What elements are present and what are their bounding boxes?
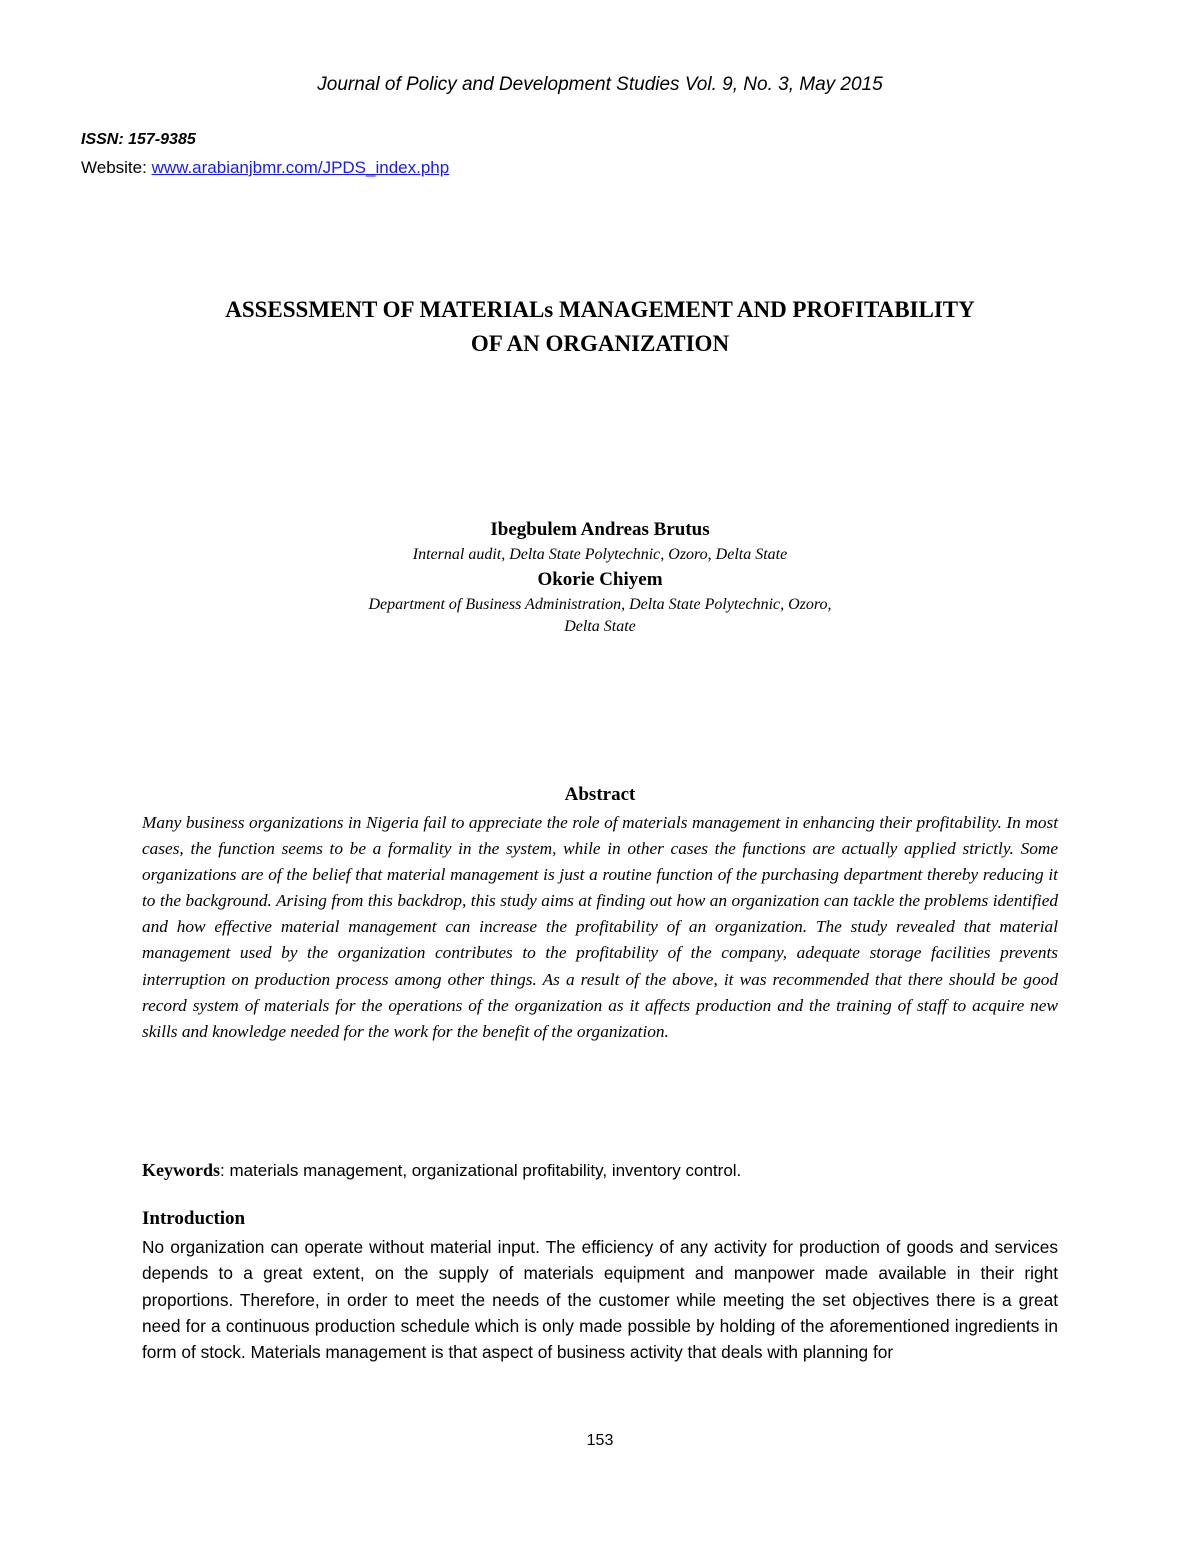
keywords-text: : materials management, organizational profitability, inventory control. (220, 1161, 742, 1180)
keywords-line (142, 1160, 1058, 1181)
website-label: Website: (81, 158, 152, 177)
abstract-heading: Abstract (564, 784, 636, 805)
issn-line: ISSN: 157-9385 (81, 131, 196, 148)
page-number: 153 (586, 1432, 614, 1449)
author-affiliation: Internal audit, Delta State Polytechnic, Ozoro, Delta State (412, 546, 788, 563)
website-line (81, 158, 449, 178)
paper-title-line-2: OF AN ORGANIZATION (470, 331, 730, 356)
author-name: Ibegbulem Andreas Brutus (490, 519, 710, 540)
paper-title (100, 293, 1100, 361)
author-affiliation: Department of Business Administration, Delta State Polytechnic, Ozoro, (368, 596, 832, 613)
website-link[interactable]: www.arabianjbmr.com/JPDS_index.php (151, 158, 450, 177)
introduction-body: No organization can operate without material input. The efficiency of any activity for production of goods and services depends to a great extent, on the supply of materials equipment and manpower made available in their right proportions. Therefore, in order to meet the needs of the customer while meeting the set objectives there is a great need for a continuous production schedule which is only made possible by holding of the aforementioned ingredients in form of stock. Materials management is that aspect of business activity that deals with planning for (142, 1237, 1058, 1363)
paper-title-line-1: ASSESSMENT OF MATERIALs MANAGEMENT AND PROFITABILITY (225, 297, 975, 322)
journal-running-head: Journal of Policy and Development Studies Vol. 9, No. 3, May 2015 (317, 74, 883, 95)
keywords-label: Keywords (142, 1160, 220, 1180)
abstract-body: Many business organizations in Nigeria fail to appreciate the role of materials management in enhancing their profitability. In most cases, the function seems to be a formality in the system, while in other cases the functions are actually applied strictly. Some organizations are of the belief that material management is just a routine function of the purchasing department thereby reducing it to the background. Arising from this backdrop, this study aims at finding out how an organization can tackle the problems identified and how effective material management can increase the profitability of an organization. The study revealed that material management used by the organization contributes to the profitability of the company, adequate storage facilities prevents interruption on production process among other things. As a result of the above, it was recommended that there should be good record system of materials for the operations of the organization as it affects production and the training of staff to acquire new skills and knowledge needed for the work for the benefit of the organization. (142, 813, 1058, 1041)
author-name: Okorie Chiyem (537, 569, 663, 590)
introduction-heading: Introduction (142, 1208, 246, 1229)
author-block (200, 516, 1000, 638)
author-affiliation: Delta State (564, 618, 636, 635)
